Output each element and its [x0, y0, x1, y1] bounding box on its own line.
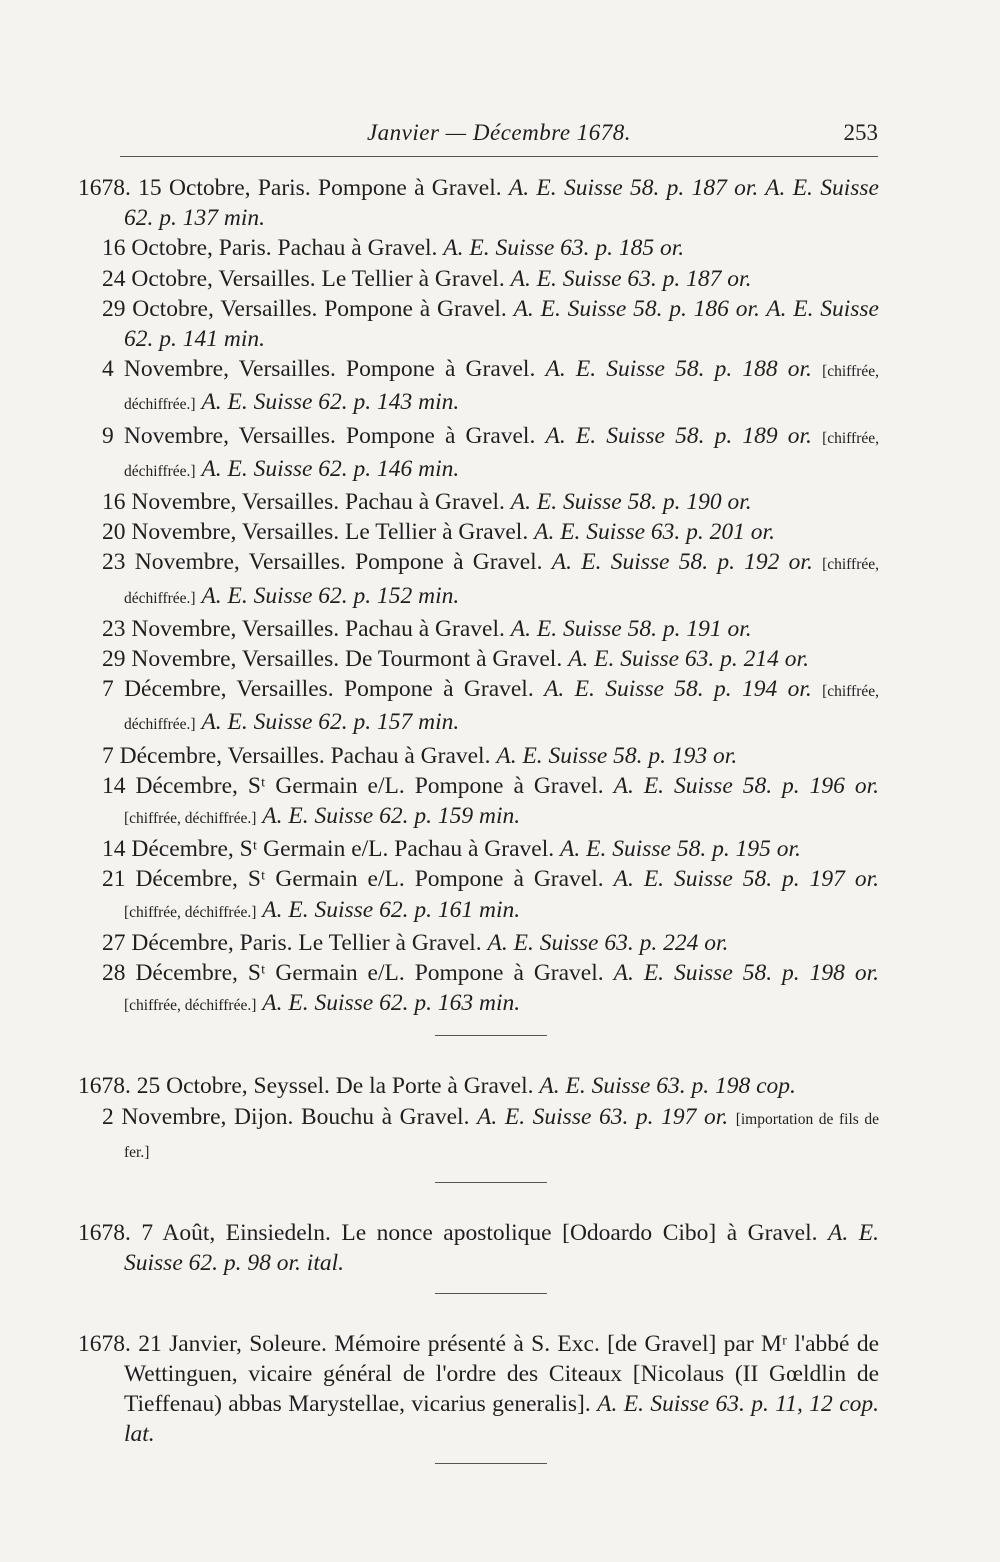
entry-text: 21 Janvier, Soleure. Mémoire présenté à S. Exc. [de Gravel] par Mʳ l'abbé de Wettinguen, vicaire général de l'ordre des Citeaux [Nicolaus (II Gœldlin de Tieffenau) abbas Marystellae, vicarius generalis].: [124, 1330, 879, 1417]
entry-text: 24 Octobre, Versailles. Le Tellier à Gravel.: [102, 265, 505, 292]
entry: [78, 1218, 879, 1278]
archive-reference: A. E. Suisse 63. p. 197 or.: [477, 1103, 729, 1130]
archive-reference: A. E. Suisse 63. p. 201 or.: [534, 519, 775, 546]
section-block: [78, 173, 880, 1021]
entry-text: 29 Novembre, Versailles. De Tourmont à Gravel.: [102, 646, 563, 673]
entry: [102, 741, 879, 771]
archive-reference: A. E. Suisse 63. p. 224 or.: [487, 929, 729, 956]
entry-text: 23 Novembre, Versailles. Pompone à Gravel.: [102, 549, 543, 576]
entry: [102, 864, 879, 927]
section-divider: [435, 1035, 547, 1036]
entry: [78, 1071, 879, 1101]
running-head: [120, 116, 878, 157]
archive-reference: A. E. Suisse 62. p. 98 or. ital.: [124, 1220, 879, 1277]
entry-text: 21 Décembre, Sᵗ Germain e/L. Pompone à Gravel.: [102, 866, 604, 893]
archive-reference-minute: A. E. Suisse 62. p. 143 min.: [201, 389, 460, 416]
entry-text: 20 Novembre, Versailles. Le Tellier à Gravel.: [102, 519, 529, 546]
entry-text: 7 Décembre, Versailles. Pompone à Gravel.: [102, 676, 534, 703]
section-divider: [435, 1182, 547, 1183]
entry-text: 29 Octobre, Versailles. Pompone à Gravel.: [102, 295, 507, 322]
archive-reference: A. E. Suisse 63. p. 214 or.: [568, 646, 809, 673]
entry: [78, 173, 879, 233]
entry-note: [chiffrée, déchiffrée.]: [124, 810, 257, 828]
section-block: [78, 1329, 880, 1450]
section-year: 1678.: [78, 1330, 131, 1357]
section-divider: [435, 1293, 547, 1294]
entry-text: 9 Novembre, Versailles. Pompone à Gravel.: [102, 422, 536, 449]
entry: [102, 487, 879, 517]
archive-reference: A. E. Suisse 58. p. 191 or.: [510, 615, 752, 642]
archive-reference: A. E. Suisse 58. p. 188 or.: [545, 356, 812, 383]
entry-text: 25 Octobre, Seyssel. De la Porte à Gravel.: [136, 1073, 534, 1100]
entry-note: [importation de fils de fer.]: [124, 1110, 879, 1161]
entry: [102, 294, 879, 354]
archive-reference: A. E. Suisse 63. p. 198 cop.: [539, 1073, 796, 1100]
entry: [102, 614, 879, 644]
entry: [102, 421, 879, 487]
archive-reference: A. E. Suisse 58. p. 192 or.: [551, 549, 813, 576]
entry: [102, 517, 879, 547]
archive-reference: A. E. Suisse 58. p. 193 or.: [496, 742, 738, 769]
entry: [102, 771, 879, 834]
entry-note: [chiffrée, déchiffrée.]: [124, 903, 257, 921]
section-block: [78, 1218, 879, 1278]
archive-reference: A. E. Suisse 58. p. 197 or.: [613, 866, 880, 893]
entry-note: [chiffrée, déchiffrée.]: [124, 683, 880, 734]
entry-text: 15 Octobre, Paris. Pompone à Gravel.: [138, 175, 502, 201]
entry: [102, 1102, 879, 1168]
archive-reference-minute: A. E. Suisse 62. p. 157 min.: [201, 709, 460, 736]
entry: [102, 928, 879, 958]
entry-text: 2 Novembre, Dijon. Bouchu à Gravel.: [102, 1103, 470, 1130]
section-block: [78, 1071, 879, 1168]
section-year: 1678.: [78, 1073, 131, 1100]
entry-note: [chiffrée, déchiffrée.]: [124, 429, 880, 480]
entry-text: 27 Décembre, Paris. Le Tellier à Gravel.: [102, 929, 482, 956]
archive-reference: A. E. Suisse 58. p. 198 or.: [613, 960, 880, 987]
entry-note: [chiffrée, déchiffrée.]: [124, 556, 879, 607]
entry-text: 7 Décembre, Versailles. Pachau à Gravel.: [102, 742, 491, 769]
entry-text: 23 Novembre, Versailles. Pachau à Gravel.: [102, 615, 505, 642]
entry-text: 28 Décembre, Sᵗ Germain e/L. Pompone à Gravel.: [102, 960, 604, 987]
archive-reference-minute: A. E. Suisse 62. p. 146 min.: [201, 455, 460, 482]
archive-reference: A. E. Suisse 58. p. 186 or. A. E. Suisse 62. p. 141 min.: [124, 295, 879, 353]
entry-text: 14 Décembre, Sᵗ Germain e/L. Pachau à Gravel.: [102, 836, 555, 863]
archive-reference: A. E. Suisse 58. p. 189 or.: [545, 422, 812, 449]
entry: [102, 644, 879, 674]
archive-reference: A. E. Suisse 63. p. 11, 12 cop. lat.: [124, 1390, 880, 1448]
archive-reference: A. E. Suisse 63. p. 185 or.: [443, 235, 685, 262]
entry-text: 7 Août, Einsiedeln. Le nonce apostolique [Odoardo Cibo] à Gravel.: [141, 1220, 818, 1247]
section-divider: [435, 1463, 547, 1464]
content-body: [78, 173, 880, 1499]
archive-reference-minute: A. E. Suisse 62. p. 161 min.: [262, 896, 521, 923]
entry: [102, 264, 879, 294]
archive-reference: A. E. Suisse 58. p. 190 or.: [510, 489, 752, 516]
archive-reference-minute: A. E. Suisse 62. p. 163 min.: [262, 990, 521, 1017]
entry-text: 16 Octobre, Paris. Pachau à Gravel.: [102, 235, 438, 262]
archive-reference: A. E. Suisse 63. p. 187 or.: [510, 265, 752, 292]
archive-reference: A. E. Suisse 58. p. 187 or. A. E. Suisse 62. p. 137 min.: [124, 175, 879, 232]
archive-reference-minute: A. E. Suisse 62. p. 159 min.: [262, 803, 521, 830]
archive-reference: A. E. Suisse 58. p. 194 or.: [544, 676, 812, 703]
section-year: 1678.: [78, 1220, 131, 1247]
entry-text: 16 Novembre, Versailles. Pachau à Gravel.: [102, 489, 505, 516]
page-number: 253: [843, 120, 878, 145]
archive-reference: A. E. Suisse 58. p. 195 or.: [560, 836, 801, 863]
entry: [102, 547, 879, 613]
archive-reference-minute: A. E. Suisse 62. p. 152 min.: [201, 582, 460, 609]
entry: [102, 834, 879, 864]
entry: [102, 354, 879, 420]
entry: [78, 1329, 879, 1450]
archive-reference: A. E. Suisse 58. p. 196 or.: [613, 772, 880, 799]
entry-text: 14 Décembre, Sᵗ Germain e/L. Pompone à Gravel.: [102, 772, 604, 799]
section-year: 1678.: [78, 175, 131, 201]
entry-note: [chiffrée, déchiffrée.]: [124, 997, 257, 1015]
entry-note: [chiffrée, déchiffrée.]: [124, 363, 880, 414]
entry-text: 4 Novembre, Versailles. Pompone à Gravel.: [102, 356, 536, 383]
entry: [102, 958, 879, 1021]
running-title: Janvier — Décembre 1678.: [366, 120, 632, 145]
entry: [102, 233, 879, 263]
entry: [102, 674, 879, 740]
